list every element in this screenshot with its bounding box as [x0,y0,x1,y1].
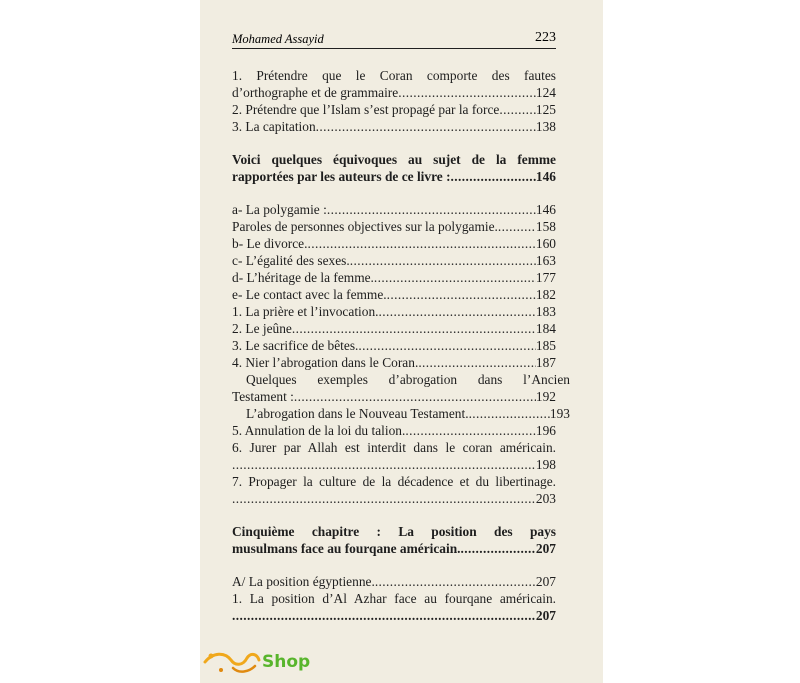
toc-entry-page-number: 183 [535,304,556,319]
toc-entry-page-number: 207 [535,608,556,623]
toc-entry-page-number: 146 [535,202,556,217]
toc-entry [232,201,556,218]
toc-entry-page-number: 125 [535,102,556,117]
toc-entry [232,84,556,101]
toc-entry-page-number: 198 [535,457,556,472]
toc-text-line: Voici quelques équivoques au sujet de la femme [232,152,556,167]
toc-entry-page-number: 177 [535,270,556,285]
toc-entry [232,354,556,371]
toc-entry [232,269,556,286]
dot-leader [418,354,536,371]
dot-leader [405,422,536,439]
toc-entry [232,337,556,354]
toc-entry [232,218,556,235]
toc-entry-label: Paroles de personnes objectives sur la polygamie. [232,219,498,234]
toc-entry-page-number: 203 [535,491,556,506]
toc-entry [232,573,556,590]
toc-entry-page-number: 207 [535,541,556,556]
toc-entry [232,490,556,507]
toc-entry-page-number: 158 [535,219,556,234]
toc-entry [232,456,556,473]
toc-entry-label: d- L’héritage de la femme. [232,270,374,285]
dot-leader [292,320,536,337]
dot-leader [358,337,536,354]
dot-leader [469,405,550,422]
toc-entry-page-number: 196 [535,423,556,438]
toc-entry [232,540,556,557]
toc-entry-label: 3. Le sacrifice de bêtes. [232,338,359,353]
toc-entry-label: Testament : [232,389,294,404]
dot-leader [451,168,536,185]
dot-leader [375,573,536,590]
dot-leader [294,388,536,405]
dot-leader [379,303,536,320]
toc-entry [232,168,556,185]
toc-entry-label: 2. Prétendre que l’Islam s’est propagé par la force [232,102,500,117]
toc-entry-label: c- L’égalité des sexes. [232,253,350,268]
toc-text-line: Quelques exemples d’abrogation dans l’Ancien [246,372,570,387]
dot-leader [316,118,536,135]
dot-leader [498,218,536,235]
toc-text-line: Cinquième chapitre : La position des pays [232,524,556,539]
toc-entry-label: 4. Nier l’abrogation dans le Coran. [232,355,419,370]
toc-entry [232,286,556,303]
dot-leader [350,252,536,269]
toc-entry [232,101,556,118]
toc-entry-label: d’orthographe et de grammaire [232,85,399,100]
toc-entry-label: 1. La prière et l’invocation. [232,304,379,319]
page-number: 223 [535,30,556,45]
toc-text-line: 1. La position d’Al Azhar face au fourqane américain. [232,591,556,606]
dot-leader [374,269,536,286]
toc-entry-page-number: 192 [535,389,556,404]
toc-entry [232,388,556,405]
dot-leader [398,84,536,101]
toc-entry-label: L’abrogation dans le Nouveau Testament. [246,406,469,421]
toc-entry-page-number: 207 [535,574,556,589]
toc-entry-page-number: 193 [549,406,570,421]
dot-leader [327,201,536,218]
dot-leader [461,540,536,557]
toc-entry-label: b- Le divorce. [232,236,308,251]
shop-logo-text: Shop [262,652,311,672]
table-of-contents [232,0,570,683]
toc-entry [232,320,556,337]
dot-leader [387,286,536,303]
toc-entry-label: 2. Le jeûne [232,321,292,336]
toc-entry-label: musulmans face au fourqane américain. [232,541,461,556]
toc-entry-label: 3. La capitation [232,119,316,134]
toc-entry-page-number: 187 [535,355,556,370]
toc-entry-page-number: 184 [535,321,556,336]
toc-entry-page-number: 163 [535,253,556,268]
dot-leader [232,490,536,507]
toc-entry [232,405,570,422]
toc-entry [232,303,556,320]
toc-entry-page-number: 160 [535,236,556,251]
toc-entry-label: A/ La position égyptienne. [232,574,375,589]
dot-leader [232,456,536,473]
dot-leader [499,101,536,118]
toc-text-line: 7. Propager la culture de la décadence et du libertinage. [232,474,556,489]
toc-entry [232,607,556,624]
toc-entry-page-number: 124 [535,85,556,100]
toc-entry [232,118,556,135]
toc-entry-label: 5. Annulation de la loi du talion. [232,423,406,438]
toc-entry-page-number: 182 [535,287,556,302]
header-author: Mohamed Assayid [232,32,324,46]
toc-entry-page-number: 185 [535,338,556,353]
toc-entry-page-number: 138 [535,119,556,134]
toc-entry [232,252,556,269]
dot-leader [232,607,536,624]
toc-entry [232,235,556,252]
toc-entry-label: e- Le contact avec la femme. [232,287,387,302]
toc-entry [232,422,556,439]
toc-entry-label: rapportées par les auteurs de ce livre : [232,169,451,184]
toc-text-line: 1. Prétendre que le Coran comporte des fautes [232,68,556,83]
toc-entry-page-number: 146 [535,169,556,184]
toc-entry-label: a- La polygamie : [232,202,327,217]
toc-text-line: 6. Jurer par Allah est interdit dans le coran américain. [232,440,556,455]
dot-leader [307,235,535,252]
